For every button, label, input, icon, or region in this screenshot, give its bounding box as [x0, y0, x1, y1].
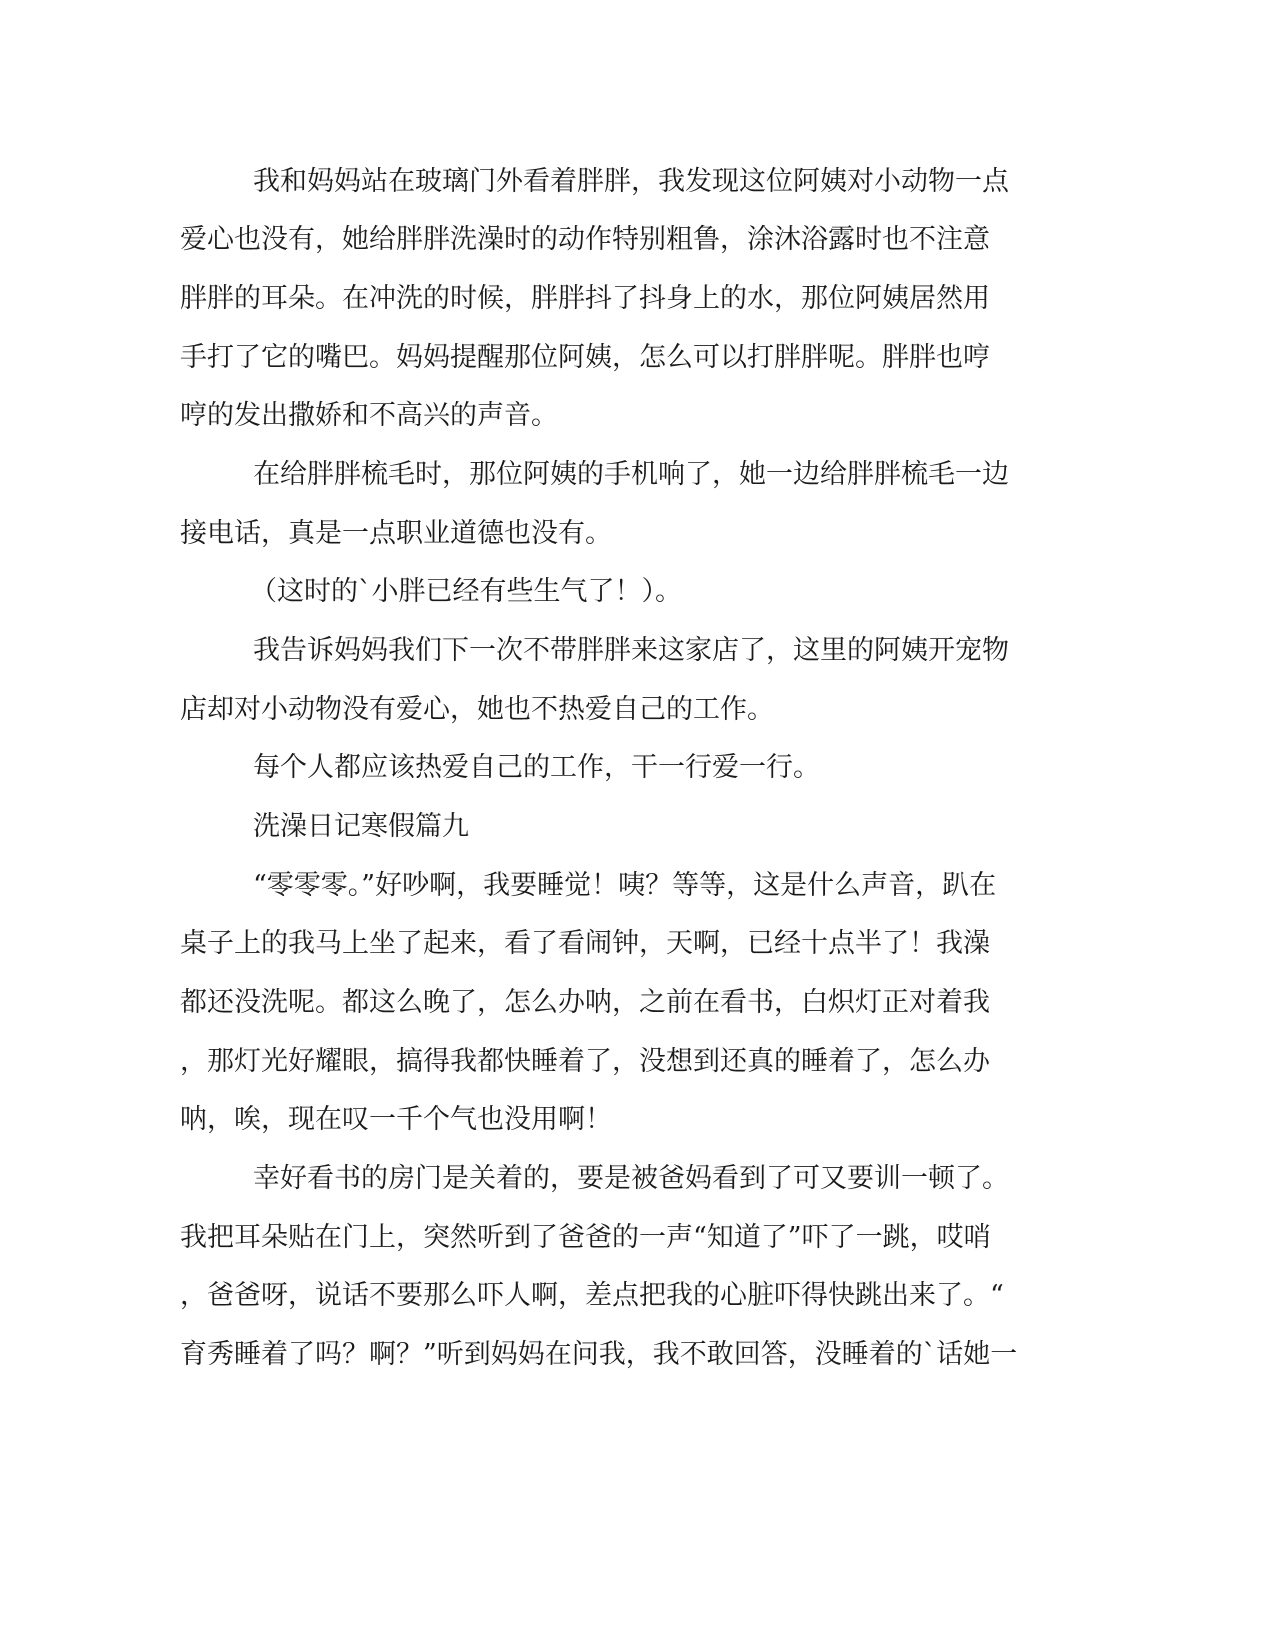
text-line: 我告诉妈妈我们下一次不带胖胖来这家店了，这里的阿姨开宠物	[253, 635, 1009, 666]
text-line: 店却对小动物没有爱心，她也不热爱自己的工作。	[180, 694, 774, 725]
text-line: 我和妈妈站在玻璃门外看着胖胖，我发现这位阿姨对小动物一点	[253, 166, 1009, 197]
text-line: 都还没洗呢。都这么晚了，怎么办呐，之前在看书，白炽灯正对着我	[180, 987, 990, 1018]
text-line: 手打了它的嘴巴。妈妈提醒那位阿姨，怎么可以打胖胖呢。胖胖也哼	[180, 342, 990, 373]
text-line: 爱心也没有，她给胖胖洗澡时的动作特别粗鲁，涂沐浴露时也不注意	[180, 224, 990, 255]
text-line: 每个人都应该热爱自己的工作，干一行爱一行。	[253, 752, 820, 783]
text-line: 幸好看书的房门是关着的，要是被爸妈看到了可又要训一顿了。	[253, 1163, 1009, 1194]
text-line: ，爸爸呀，说话不要那么吓人啊，差点把我的心脏吓得快跳出来了。“	[180, 1280, 1004, 1311]
text-line: 我把耳朵贴在门上，突然听到了爸爸的一声“知道了”吓了一跳，哎哨	[180, 1222, 991, 1253]
text-line: 育秀睡着了吗？啊？”听到妈妈在问我，我不敢回答，没睡着的`话她一	[180, 1339, 1018, 1370]
text-line: 胖胖的耳朵。在冲洗的时候，胖胖抖了抖身上的水，那位阿姨居然用	[180, 283, 990, 314]
text-line: 桌子上的我马上坐了起来，看了看闹钟，天啊，已经十点半了！我澡	[180, 928, 990, 959]
text-line: 呐，唉，现在叹一千个气也没用啊！	[180, 1104, 612, 1135]
text-line: ，那灯光好耀眼，搞得我都快睡着了，没想到还真的睡着了，怎么办	[180, 1046, 990, 1077]
text-line: 接电话，真是一点职业道德也没有。	[180, 518, 612, 549]
text-line: （这时的`小胖已经有些生气了！）。	[250, 576, 682, 607]
section-heading: 洗澡日记寒假篇九	[253, 811, 469, 842]
text-line: “零零零。”好吵啊，我要睡觉！咦？等等，这是什么声音，趴在	[253, 870, 997, 901]
text-line: 哼的发出撒娇和不高兴的声音。	[180, 400, 558, 431]
text-line: 在给胖胖梳毛时，那位阿姨的手机响了，她一边给胖胖梳毛一边	[253, 459, 1009, 490]
